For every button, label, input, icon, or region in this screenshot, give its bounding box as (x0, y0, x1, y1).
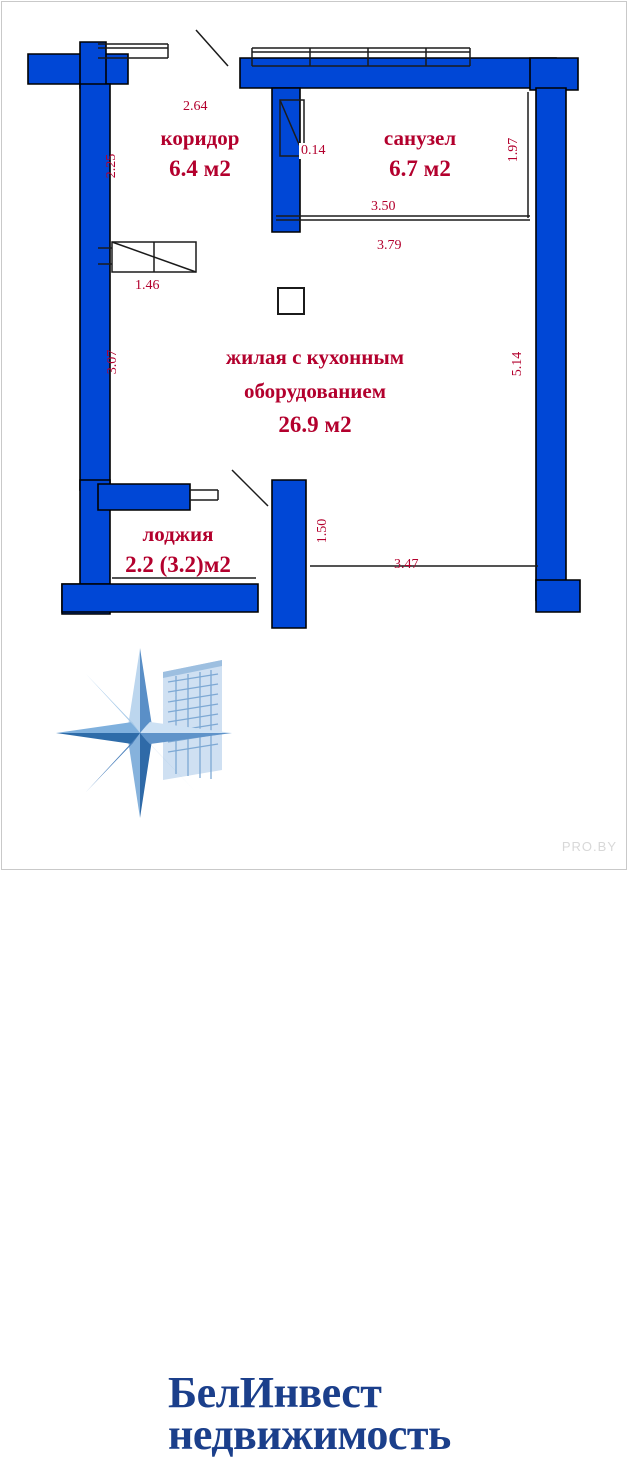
wall-bottom-right-corner (536, 580, 580, 612)
dim-living-top: 3.79 (377, 238, 402, 253)
room-label-living-line1: жилая с кухонным (225, 345, 405, 369)
room-label-bath: санузел (383, 126, 457, 150)
wall-top-main (240, 58, 556, 88)
logo-building (163, 660, 222, 780)
wall-top-left-stub (80, 42, 106, 88)
room-area-bath: 6.7 м2 (389, 156, 451, 181)
room-label-living-line2: оборудованием (243, 379, 387, 403)
dim-bath-right: 1.97 (506, 137, 521, 163)
wall-top-right-corner (530, 58, 578, 90)
logo-compass-mark (0, 630, 629, 872)
logo-line-1: БелИнвест (168, 1368, 382, 1417)
dim-corridor-left: 2.25 (104, 153, 119, 179)
rect-riser (278, 288, 304, 314)
logo-wordmark (168, 1368, 608, 1459)
dim-loggia-partition: 1.50 (315, 518, 330, 544)
wall-loggia-bottom (62, 584, 258, 612)
room-label-loggia: лоджия (142, 522, 214, 546)
wall-left-outer (80, 84, 110, 490)
leader-top-left (196, 30, 228, 66)
wall-right-outer (536, 88, 566, 600)
watermark-text: PRO.BY (561, 839, 617, 854)
dim-living-bottom: 3.47 (394, 557, 419, 572)
wall-loggia-top (98, 484, 190, 510)
company-logo (0, 630, 629, 1459)
dim-window-left: 1.46 (135, 278, 160, 293)
logo-line-2: недвижимость (168, 1410, 451, 1459)
room-label-corridor: коридор (160, 126, 240, 150)
floorplan-drawing (0, 0, 629, 640)
dim-living-left: 3.07 (105, 349, 120, 375)
dim-top-corridor: 2.64 (183, 99, 208, 114)
room-area-corridor: 6.4 м2 (169, 156, 231, 181)
dim-door-small: 0.14 (301, 143, 326, 158)
room-area-loggia: 2.2 (3.2)м2 (125, 552, 231, 577)
dim-living-right: 5.14 (510, 351, 525, 377)
dim-bath-bottom: 3.50 (371, 199, 396, 214)
room-area-living: 26.9 м2 (278, 412, 352, 437)
leader-loggia (232, 470, 268, 506)
